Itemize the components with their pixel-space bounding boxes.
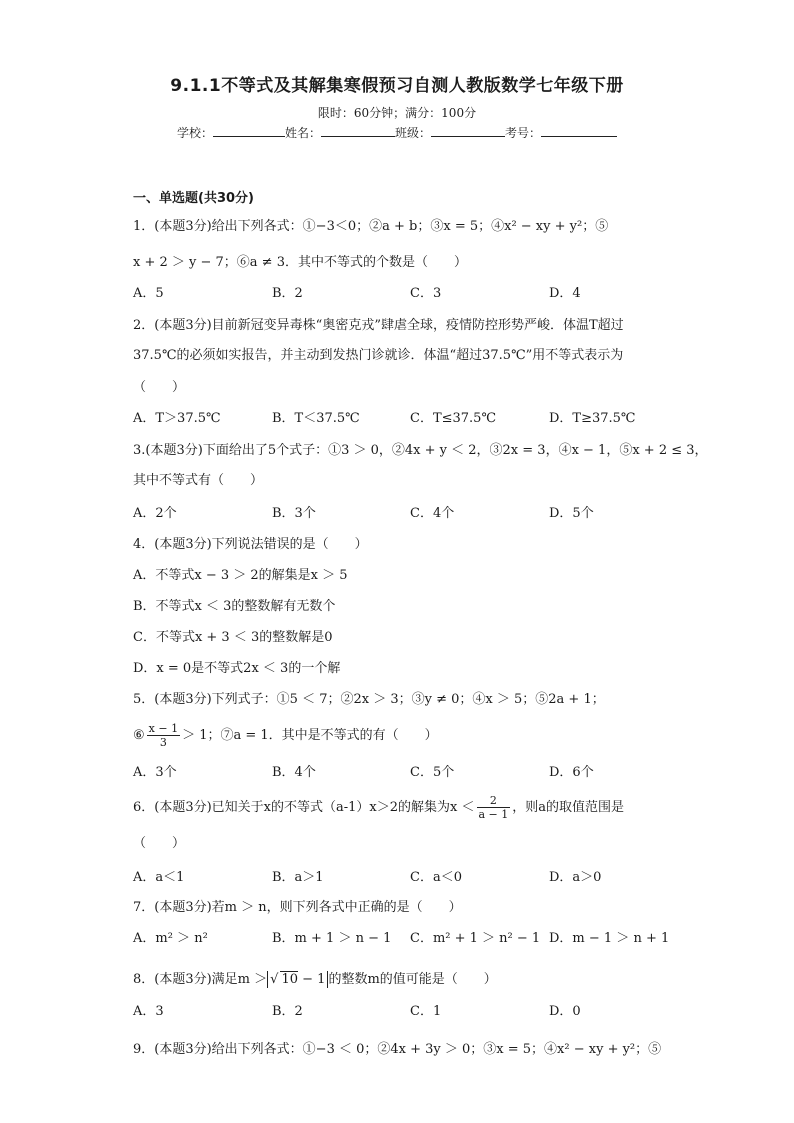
q8-option-d[interactable]: D．0: [549, 1004, 581, 1019]
q6-line1-suffix: ，则a的取值范围是: [512, 800, 625, 815]
q8-option-a[interactable]: A．3: [133, 1004, 164, 1019]
q5-stem-line1: 5．(本题3分)下列式子：①5 ＜ 7；②2x ＞ 3；③y ≠ 0；④x ＞ 5；⑤2a + 1；: [133, 692, 605, 707]
q4-option-a[interactable]: A．不等式x − 3 ＞ 2的解集是x ＞ 5: [133, 568, 348, 583]
q6-option-d[interactable]: D．a＞0: [549, 870, 602, 885]
q5-option-b[interactable]: B．4个: [272, 765, 316, 780]
q1-option-c[interactable]: C．3: [410, 286, 442, 301]
q3-option-a[interactable]: A．2个: [133, 506, 177, 521]
q5-fraction-denominator: 3: [159, 736, 167, 749]
class-label: 班级：: [395, 126, 432, 140]
q9-stem-line1: 9．(本题3分)给出下列各式：①−3 ＜ 0；②4x + 3y ＞ 0；③x = 5；④x² − xy + y²；⑤: [133, 1042, 662, 1057]
number-field[interactable]: [541, 124, 617, 137]
q8-sqrt-radicand: 10: [281, 972, 298, 987]
name-field[interactable]: [321, 124, 395, 137]
student-info-line: [0, 124, 794, 141]
q6-stem-line2: （ ）: [133, 836, 186, 851]
q2-stem-line2: 37.5℃的必须如实报告，并主动到发热门诊就诊．体温“超过37.5℃”用不等式表示为: [133, 348, 624, 363]
q7-option-a[interactable]: A．m² ＞ n²: [133, 931, 208, 946]
q7-option-b[interactable]: B．m + 1 ＞ n − 1: [272, 931, 392, 946]
q1-stem-line2: x + 2 ＞ y − 7；⑥a ≠ 3．其中不等式的个数是（ ）: [133, 255, 467, 270]
school-label: 学校：: [176, 126, 213, 140]
q5-option-d[interactable]: D．6个: [549, 765, 594, 780]
q8-option-c[interactable]: C．1: [410, 1004, 442, 1019]
q5-line2-suffix: ＞ 1；⑦a = 1．其中是不等式的有（ ）: [182, 728, 438, 743]
q5-stem-line2: [133, 722, 438, 749]
q1-option-d[interactable]: D．4: [549, 286, 581, 301]
q1-option-b[interactable]: B．2: [272, 286, 303, 301]
q6-fraction-denominator: a − 1: [478, 808, 509, 821]
q2-stem-line1: 2．(本题3分)目前新冠变异毒株“奥密克戎”肆虐全球，疫情防控形势严峻．体温T超过: [133, 318, 624, 333]
q1-stem-line1: 1．(本题3分)给出下列各式：①−3＜0；②a + b；③x = 5；④x² − xy + y²；⑤: [133, 219, 609, 234]
q2-option-a[interactable]: A．T＞37.5℃: [133, 411, 221, 426]
q6-option-c[interactable]: C．a＜0: [410, 870, 462, 885]
q4-stem: 4．(本题3分)下列说法错误的是（ ）: [133, 537, 368, 552]
name-label: 姓名：: [284, 126, 321, 140]
q3-option-d[interactable]: D．5个: [549, 506, 594, 521]
q6-option-b[interactable]: B．a＞1: [272, 870, 324, 885]
q5-option-a[interactable]: A．3个: [133, 765, 177, 780]
q6-option-a[interactable]: A．a＜1: [133, 870, 185, 885]
q2-option-c[interactable]: C．T≤37.5℃: [410, 411, 496, 426]
q2-option-b[interactable]: B．T＜37.5℃: [272, 411, 360, 426]
q7-option-c[interactable]: C．m² + 1 ＞ n² − 1: [410, 931, 541, 946]
class-field[interactable]: [431, 124, 505, 137]
q2-option-d[interactable]: D．T≥37.5℃: [549, 411, 636, 426]
q8-absolute-value: √ 10 − 1: [267, 971, 328, 988]
q4-option-c[interactable]: C．不等式x + 3 ＜ 3的整数解是0: [133, 630, 333, 645]
q8-abs-tail: − 1: [298, 972, 326, 987]
q7-stem: 7．(本题3分)若m ＞ n，则下列各式中正确的是（ ）: [133, 900, 462, 915]
q3-option-b[interactable]: B．3个: [272, 506, 316, 521]
q6-fraction-numerator: 2: [477, 794, 511, 808]
number-label: 考号：: [505, 126, 542, 140]
q8-stem-prefix: 8．(本题3分)满足m ＞: [133, 972, 268, 987]
q4-option-d[interactable]: D．x = 0是不等式2x ＜ 3的一个解: [133, 661, 341, 676]
section-heading: 一、单选题(共30分): [133, 191, 254, 206]
q6-line1-prefix: 6．(本题3分)已知关于x的不等式（a-1）x＞2的解集为x ＜: [133, 800, 475, 815]
q6-stem-line1: [133, 794, 624, 821]
q3-stem-line2: 其中不等式有（ ）: [133, 473, 264, 488]
q8-stem-suffix: 的整数m的值可能是（ ）: [328, 972, 497, 987]
q1-option-a[interactable]: A．5: [133, 286, 164, 301]
q4-option-b[interactable]: B．不等式x ＜ 3的整数解有无数个: [133, 599, 336, 614]
q7-option-d[interactable]: D．m − 1 ＞ n + 1: [549, 931, 670, 946]
q5-fraction: [147, 722, 180, 749]
school-field[interactable]: [213, 124, 285, 137]
q2-stem-line3: （ ）: [133, 380, 186, 395]
document-title: 9.1.1不等式及其解集寒假预习自测人教版数学七年级下册: [170, 76, 624, 96]
q5-fraction-numerator: x − 1: [148, 722, 179, 735]
q3-option-c[interactable]: C．4个: [410, 506, 455, 521]
q8-stem: [133, 971, 497, 988]
q8-option-b[interactable]: B．2: [272, 1004, 303, 1019]
q5-line2-prefix: ⑥: [133, 728, 145, 743]
q6-fraction: [477, 794, 511, 821]
time-score-line: 限时：60分钟；满分：100分: [317, 106, 477, 120]
q5-option-c[interactable]: C．5个: [410, 765, 455, 780]
q3-stem-line1: 3.(本题3分)下面给出了5个式子：①3 ＞ 0，②4x + y ＜ 2，③2x = 3，④x − 1，⑤x + 2 ≤ 3，: [133, 443, 708, 458]
